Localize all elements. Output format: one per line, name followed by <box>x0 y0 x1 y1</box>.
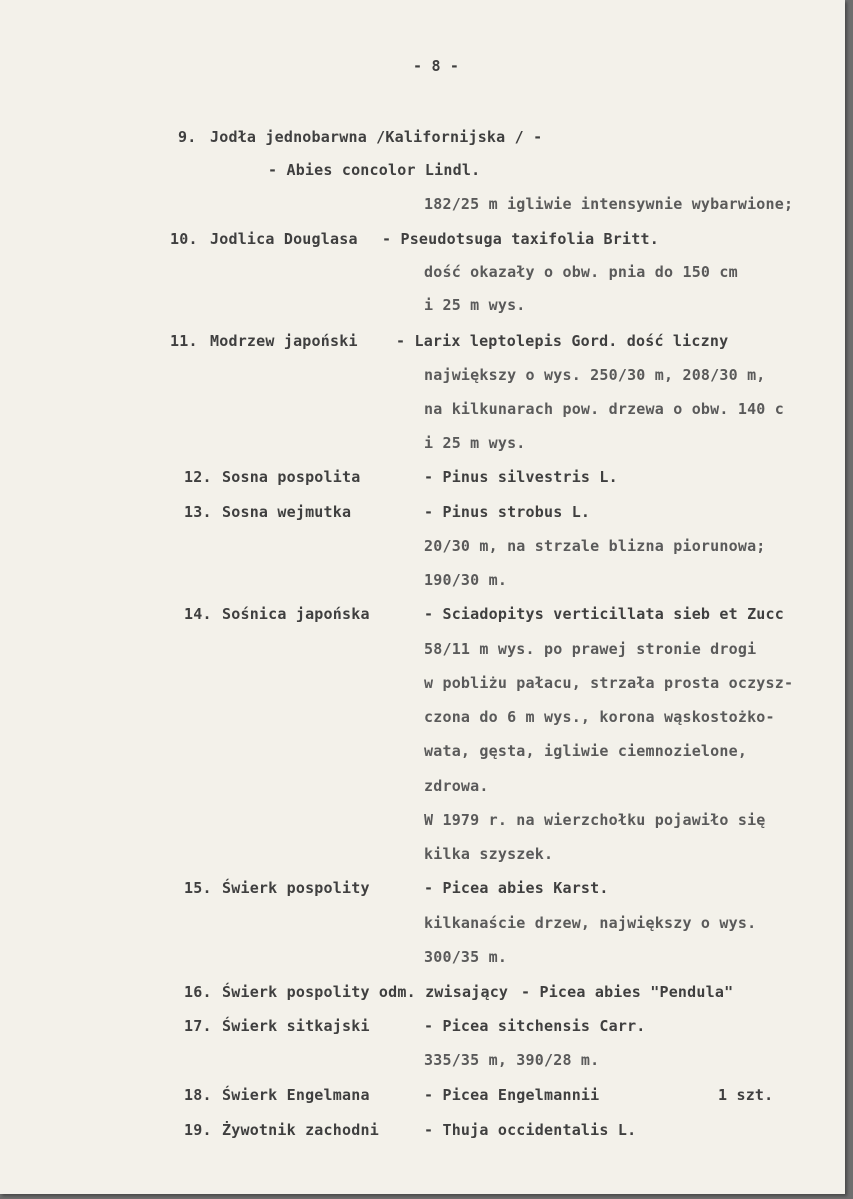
entry-common-name: Jodlica Douglasa <box>210 230 358 248</box>
entry-common-name: Sosna pospolita <box>222 468 361 486</box>
entry-note: i 25 m wys. <box>424 434 526 452</box>
entry-note: 335/35 m, 390/28 m. <box>424 1051 600 1069</box>
entry-latin-name: - Sciadopitys verticillata sieb et Zucc <box>424 605 784 623</box>
entry-number: 16. <box>184 983 212 1001</box>
entry-note: i 25 m wys. <box>424 296 526 314</box>
entry-common-name: Świerk Engelmana <box>222 1086 370 1104</box>
entry-latin-name: - Larix leptolepis Gord. dość liczny <box>396 332 729 350</box>
entry-latin-name: - Pinus strobus L. <box>424 503 591 521</box>
entry-note: czona do 6 m wys., korona wąskostożko- <box>424 708 775 726</box>
entry-common-name: Świerk sitkajski <box>222 1017 370 1035</box>
entry-latin-name: - Picea abies Karst. <box>424 879 609 897</box>
entry-latin-name: - Picea Engelmannii <box>424 1086 600 1104</box>
entry-number: 13. <box>184 503 212 521</box>
entry-common-name: Sośnica japońska <box>222 605 370 623</box>
entry-note: zdrowa. <box>424 777 489 795</box>
entry-note: w pobliżu pałacu, strzała prosta oczysz- <box>424 674 794 692</box>
entry-latin-name: - Abies concolor Lindl. <box>268 161 481 179</box>
entry-note: 300/35 m. <box>424 948 508 966</box>
entry-number: 10. <box>170 230 198 248</box>
entry-common-name: Świerk pospolity <box>222 879 370 897</box>
entry-latin-name: - Thuja occidentalis L. <box>424 1121 637 1139</box>
entry-common-name: Sosna wejmutka <box>222 503 352 521</box>
entry-count: 1 szt. <box>718 1086 774 1104</box>
entry-number: 12. <box>184 468 212 486</box>
entry-number: 11. <box>170 332 198 350</box>
entry-number: 9. <box>178 128 197 146</box>
entry-note: W 1979 r. na wierzchołku pojawiło się <box>424 811 766 829</box>
entry-common-name: Żywotnik zachodni <box>222 1121 379 1139</box>
entry-note: kilkanaście drzew, największy o wys. <box>424 914 757 932</box>
entry-note: wata, gęsta, igliwie ciemnozielone, <box>424 742 748 760</box>
entry-number: 14. <box>184 605 212 623</box>
entry-note: największy o wys. 250/30 m, 208/30 m, <box>424 366 766 384</box>
entry-latin-name: - Pseudotsuga taxifolia Britt. <box>382 230 659 248</box>
entry-note: 182/25 m igliwie intensywnie wybarwione; <box>424 195 794 213</box>
entry-number: 17. <box>184 1017 212 1035</box>
entry-common-name: Modrzew japoński <box>210 332 358 350</box>
entry-note: kilka szyszek. <box>424 845 554 863</box>
entry-latin-name: - Picea abies "Pendula" <box>521 983 734 1001</box>
entry-latin-name: - Picea sitchensis Carr. <box>424 1017 646 1035</box>
entry-latin-name: - Pinus silvestris L. <box>424 468 618 486</box>
entry-number: 19. <box>184 1121 212 1139</box>
entry-common-name: Jodła jednobarwna /Kalifornijska / - <box>210 128 543 146</box>
entry-number: 15. <box>184 879 212 897</box>
page-number: - 8 - <box>413 57 460 75</box>
entry-common-name: Świerk pospolity odm. zwisający <box>222 983 509 1001</box>
entry-number: 18. <box>184 1086 212 1104</box>
entry-note: 20/30 m, na strzale blizna piorunowa; <box>424 537 766 555</box>
entry-note: 58/11 m wys. po prawej stronie drogi <box>424 640 757 658</box>
entry-note: 190/30 m. <box>424 571 508 589</box>
entry-note: na kilkunarach pow. drzewa o obw. 140 c <box>424 400 784 418</box>
entry-note: dość okazały o obw. pnia do 150 cm <box>424 263 738 281</box>
